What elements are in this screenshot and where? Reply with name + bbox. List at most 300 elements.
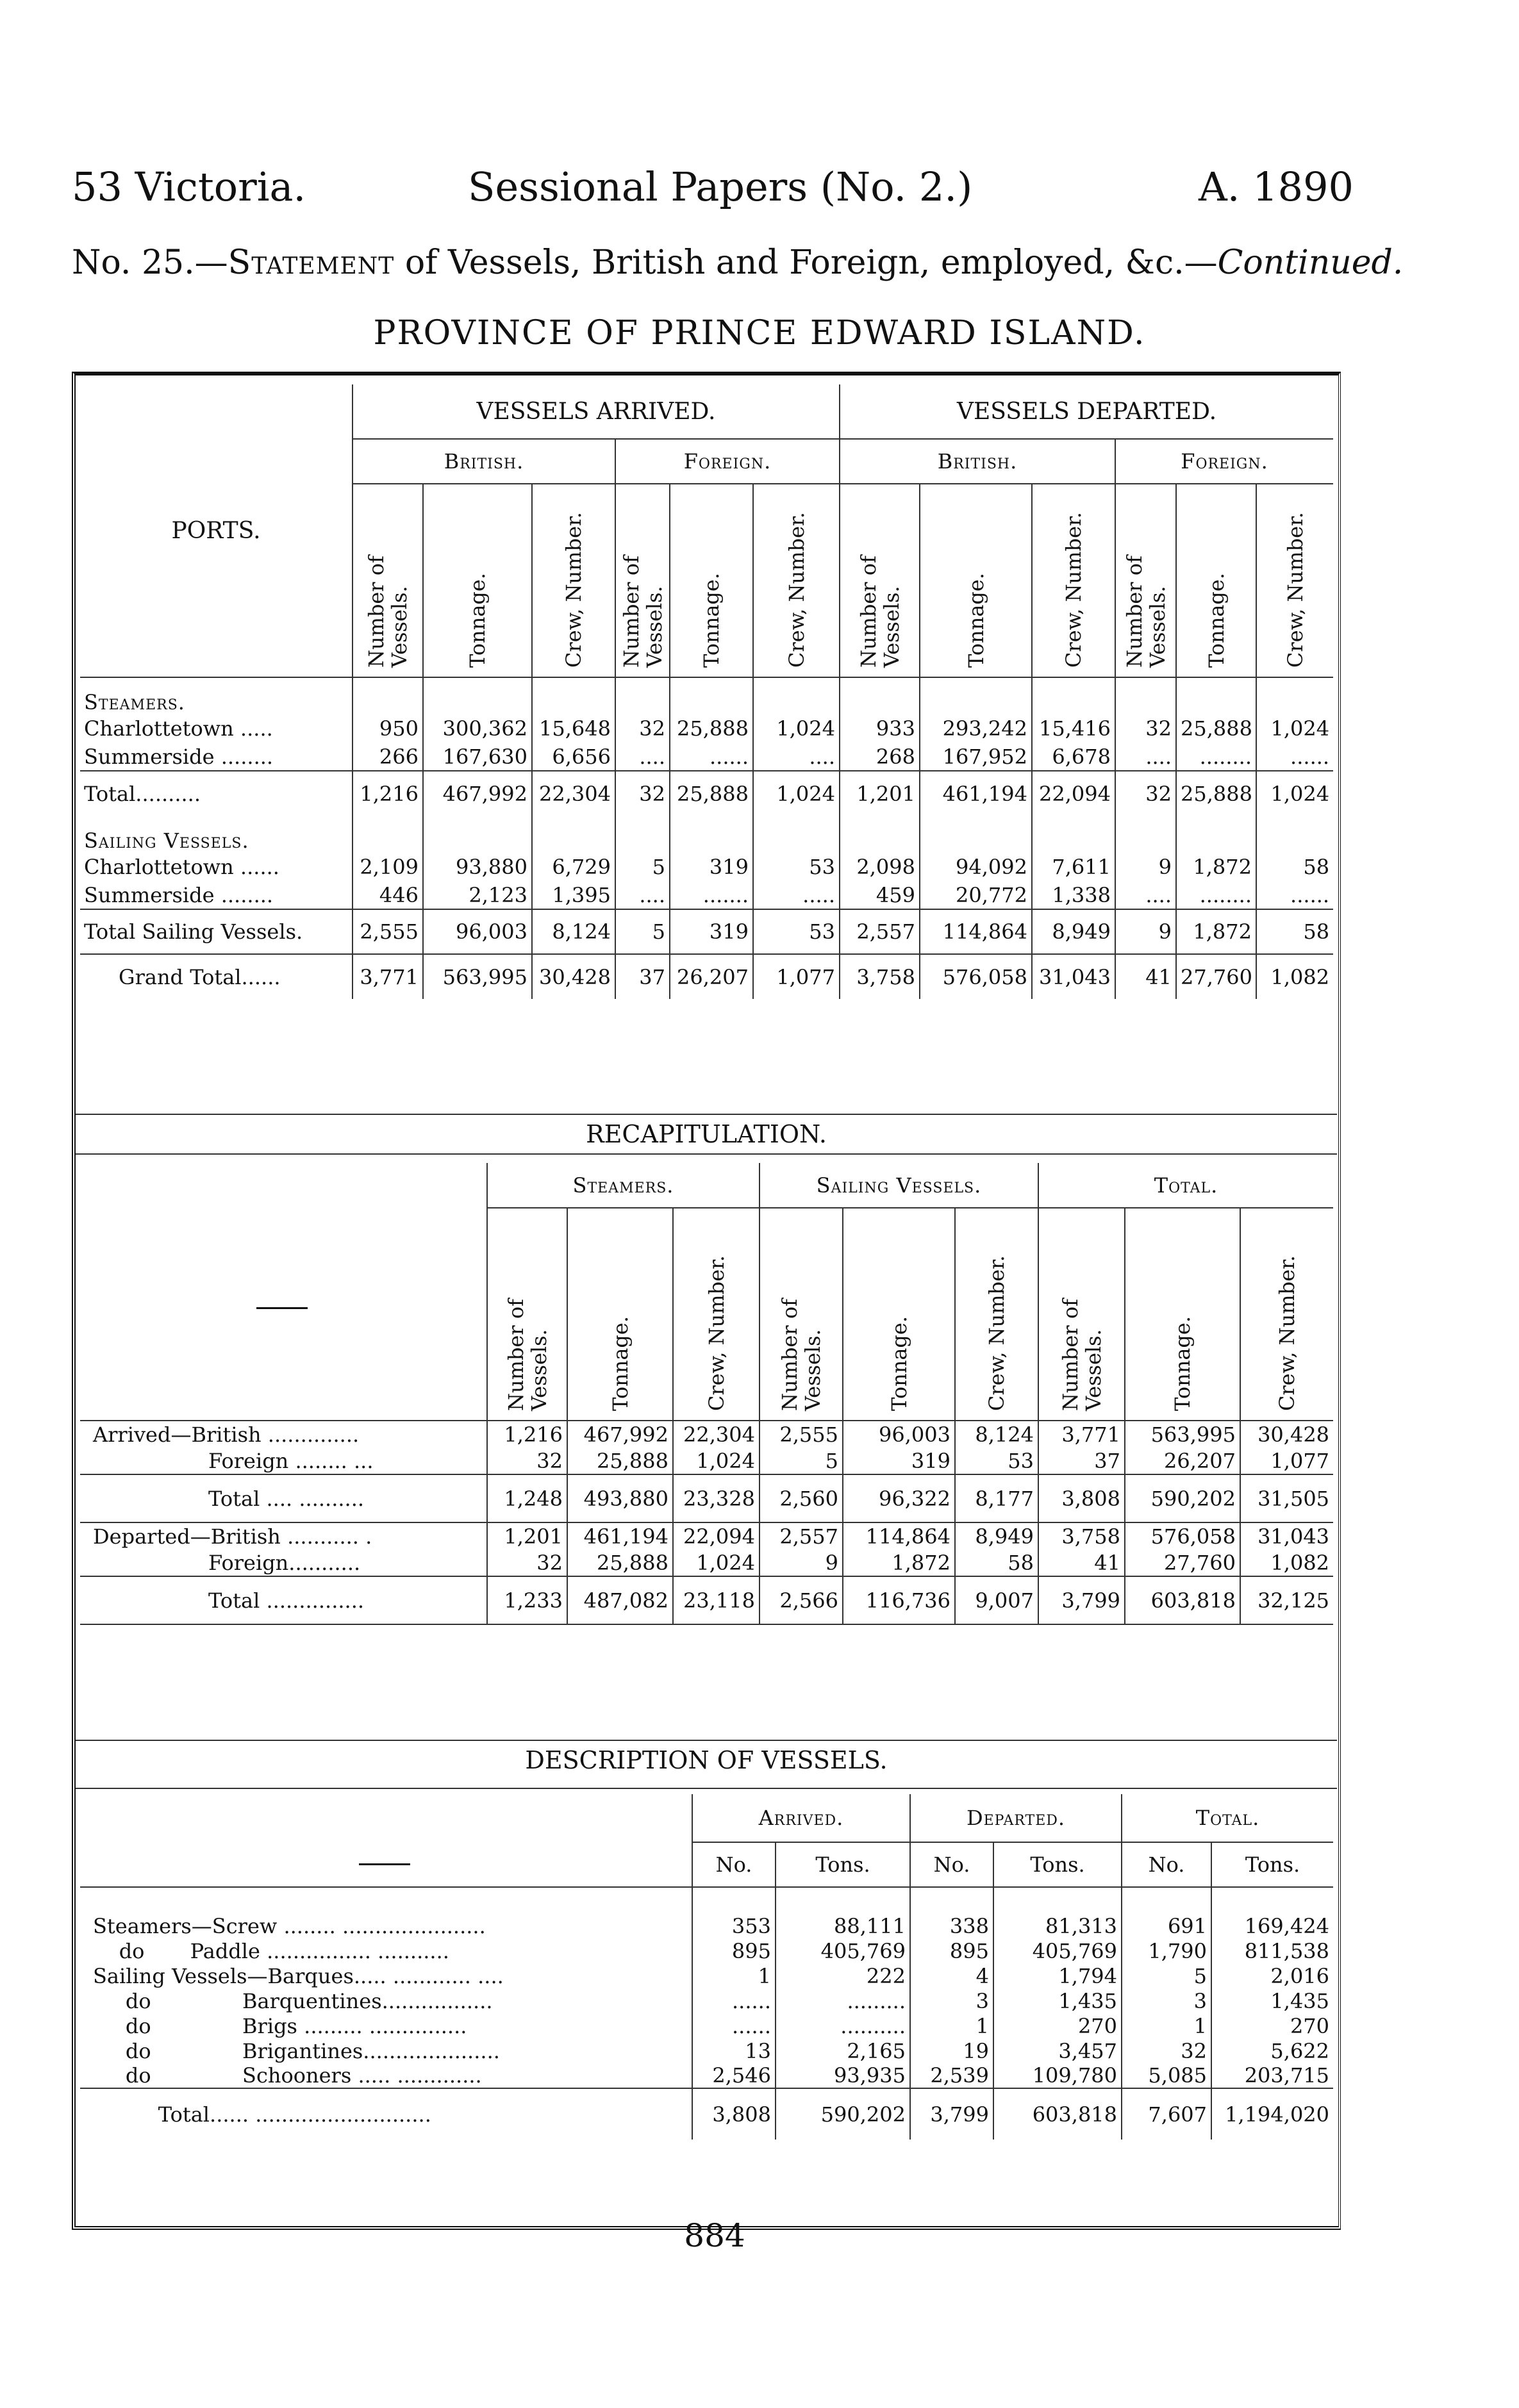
table-cell: 32 <box>1115 714 1176 743</box>
recap-col-2-vessels-header: Number of Vessels. <box>760 1208 843 1421</box>
table-cell: 1,077 <box>753 954 840 999</box>
table-cell: 590,202 <box>1125 1474 1240 1522</box>
table-cell: 8,949 <box>1032 909 1115 954</box>
table-cell: 32 <box>487 1447 567 1474</box>
table-cell: 1,872 <box>843 1549 955 1576</box>
table-cell: 576,058 <box>1125 1522 1240 1549</box>
table-cell: 1,794 <box>993 1963 1122 1988</box>
table-cell: 2,555 <box>353 909 423 954</box>
table-cell: 109,780 <box>993 2063 1122 2088</box>
table-cell <box>615 816 670 853</box>
table-cell: 293,242 <box>920 714 1032 743</box>
table-cell: 3 <box>910 1988 993 2013</box>
table-cell: 93,935 <box>776 2063 910 2088</box>
table-cell: 300,362 <box>423 714 532 743</box>
table-cell: 1,216 <box>487 1421 567 1447</box>
table-cell: 2,098 <box>840 853 920 881</box>
table-cell: 2,123 <box>423 881 532 909</box>
table-row <box>80 2088 1333 2140</box>
table-cell: 6,656 <box>532 743 615 771</box>
table-row <box>80 954 1333 999</box>
table-cell: 41 <box>1115 954 1176 999</box>
table-cell: 950 <box>353 714 423 743</box>
table-cell: 270 <box>1290 2013 1330 2038</box>
table-cell: 19 <box>910 2038 993 2063</box>
table-row <box>80 1988 1333 2013</box>
main-col-2-vessels-header: Number of Vessels. <box>615 484 670 677</box>
table-cell: 3,799 <box>1038 1576 1125 1624</box>
table-cell: 3,758 <box>1038 1522 1125 1549</box>
table-cell: 3,808 <box>1038 1474 1125 1522</box>
table-cell: 1,201 <box>487 1522 567 1549</box>
recap-col-3-crew-header: Crew, Number. <box>1275 1255 1300 1411</box>
table-cell: 603,818 <box>993 2088 1122 2140</box>
table-cell <box>670 816 753 853</box>
table-cell: 13 <box>692 2038 776 2063</box>
row-label: Steamers. <box>80 677 353 714</box>
row-label: do Brigs ......... ............... <box>80 2013 692 2038</box>
desc-total-tons: Tons. <box>1245 1852 1300 1877</box>
table-cell: 222 <box>776 1963 910 1988</box>
main-col-4-crew-header: Crew, Number. <box>1282 512 1307 668</box>
table-cell: 1 <box>910 2013 993 2038</box>
table-cell: 6,729 <box>532 853 615 881</box>
row-label: Foreign ........ ... <box>80 1447 487 1474</box>
row-label: Arrived—British .............. <box>80 1421 487 1447</box>
table-cell <box>1176 677 1256 714</box>
table-cell: 9,007 <box>955 1576 1038 1624</box>
table-row <box>80 816 1333 853</box>
recap-col-3-tonnage-header: Tonnage. <box>1125 1208 1240 1421</box>
table-cell <box>423 677 532 714</box>
table-cell: 895 <box>910 1938 993 1963</box>
table-cell: 15,416 <box>1032 714 1115 743</box>
table-cell: 3,758 <box>840 954 920 999</box>
table-cell: 32,125 <box>1240 1576 1333 1624</box>
table-cell: 31,505 <box>1240 1474 1333 1522</box>
row-label: Total Sailing Vessels. <box>80 909 353 954</box>
table-cell: 319 <box>670 909 753 954</box>
table-cell: 4 <box>910 1963 993 1988</box>
row-label: do Paddle ................ ........... <box>80 1938 692 1963</box>
header-right: A. 1890 <box>1199 163 1354 210</box>
table-cell: 25,888 <box>567 1447 673 1474</box>
table-cell <box>753 816 840 853</box>
row-label: Sailing Vessels—Barques..... ............ .... <box>80 1963 692 1988</box>
table-row <box>80 853 1333 881</box>
table-cell: 93,880 <box>423 853 532 881</box>
table-cell: ...... <box>670 743 753 771</box>
table-cell: 1 <box>1122 2013 1211 2038</box>
table-cell: 319 <box>670 853 753 881</box>
statement-subtitle: No. 25.—Statement of Vessels, British and Foreign, employed, &c.—Continued. <box>72 243 1404 282</box>
table-cell: 23,118 <box>673 1576 760 1624</box>
table-row <box>80 1421 1333 1447</box>
table-row <box>80 1887 1333 1938</box>
table-cell: 32 <box>1115 771 1176 816</box>
table-cell: 2,016 <box>1270 1963 1330 1988</box>
table-cell <box>1256 816 1333 853</box>
table-cell: .... <box>1115 881 1176 909</box>
table-cell: 58 <box>955 1549 1038 1576</box>
table-cell: 30,428 <box>1258 1422 1330 1447</box>
table-cell: 25,888 <box>670 771 753 816</box>
table-cell: 22,304 <box>673 1421 760 1447</box>
table-cell: 53 <box>753 909 840 954</box>
table-cell: 1,024 <box>753 714 840 743</box>
table-cell: 2,560 <box>760 1474 843 1522</box>
table-row <box>80 909 1333 954</box>
table-row <box>80 2063 1333 2088</box>
row-label: Grand Total...... <box>80 954 353 999</box>
arrived-british-header: British. <box>353 439 615 484</box>
table-cell <box>753 677 840 714</box>
row-label: Charlottetown ...... <box>80 853 353 881</box>
table-cell: 1,024 <box>1270 716 1330 741</box>
desc-arrived-tons: Tons. <box>776 1842 910 1887</box>
recap-total-header: Total. <box>1038 1163 1333 1208</box>
row-label: Sailing Vessels. <box>80 816 353 853</box>
table-cell: ......... <box>776 1988 910 2013</box>
table-cell: .......... <box>776 2013 910 2038</box>
table-cell: 266 <box>353 743 423 771</box>
table-row <box>80 1474 1333 1522</box>
table-cell: 603,818 <box>1125 1576 1240 1624</box>
table-cell: 7,607 <box>1122 2088 1211 2140</box>
table-cell: 895 <box>692 1938 776 1963</box>
table-cell: 487,082 <box>567 1576 673 1624</box>
vessels-table <box>80 384 1333 999</box>
description-title: DESCRIPTION OF VESSELS. <box>525 1746 888 1774</box>
main-col-1-crew-header: Crew, Number. <box>532 484 615 677</box>
recapitulation-table <box>80 1163 1333 1625</box>
vessels-departed-header: VESSELS DEPARTED. <box>840 384 1333 439</box>
table-cell: 53 <box>955 1447 1038 1474</box>
header-center: Sessional Papers (No. 2.) <box>468 163 973 210</box>
table-cell: 1 <box>692 1963 776 1988</box>
table-cell: 933 <box>840 714 920 743</box>
table-cell: 8,177 <box>955 1474 1038 1522</box>
table-cell <box>1032 816 1115 853</box>
table-cell <box>615 677 670 714</box>
table-cell: 1,435 <box>1270 1988 1330 2013</box>
table-cell: 270 <box>993 2013 1122 2038</box>
recap-col-2-tonnage-header: Tonnage. <box>843 1208 955 1421</box>
row-label: Departed—British ........... . <box>80 1522 487 1549</box>
table-cell: 268 <box>840 743 920 771</box>
table-cell: 590,202 <box>776 2088 910 2140</box>
table-cell: 2,539 <box>910 2063 993 2088</box>
table-cell: 461,194 <box>920 771 1032 816</box>
table-cell: 5,622 <box>1270 2038 1330 2063</box>
table-cell: 25,888 <box>567 1549 673 1576</box>
table-cell: 3,457 <box>993 2038 1122 2063</box>
table-cell: 3,808 <box>692 2088 776 2140</box>
row-label: Total.......... <box>80 771 353 816</box>
table-cell: ...... <box>692 1988 776 2013</box>
main-col-3-tonnage-header: Tonnage. <box>920 484 1032 677</box>
table-cell: .... <box>753 743 840 771</box>
table-cell: 15,648 <box>532 714 615 743</box>
table-cell: 2,566 <box>760 1576 843 1624</box>
table-cell: 459 <box>840 881 920 909</box>
table-cell: 58 <box>1256 909 1333 954</box>
table-cell: ........ <box>1176 743 1256 771</box>
table-cell <box>920 816 1032 853</box>
table-cell: 203,715 <box>1244 2063 1330 2088</box>
vessels-arrived-header: VESSELS ARRIVED. <box>353 384 840 439</box>
table-row <box>80 714 1333 743</box>
table-cell: 32 <box>487 1549 567 1576</box>
table-cell: 30,428 <box>532 954 615 999</box>
table-cell <box>920 677 1032 714</box>
table-cell: 22,094 <box>673 1522 760 1549</box>
table-row <box>80 881 1333 909</box>
table-cell: 2,165 <box>776 2038 910 2063</box>
table-cell <box>1032 677 1115 714</box>
description-table <box>80 1794 1333 2140</box>
table-cell: 32 <box>1122 2038 1211 2063</box>
desc-departed-no: No. <box>910 1842 993 1887</box>
row-label: do Schooners ..... ............. <box>80 2063 692 2088</box>
table-cell: 25,888 <box>670 714 753 743</box>
table-cell: 691 <box>1122 1887 1211 1938</box>
table-cell: 1,024 <box>1256 771 1333 816</box>
table-cell: 26,207 <box>670 954 753 999</box>
province-title: PROVINCE OF PRINCE EDWARD ISLAND. <box>373 314 1146 352</box>
row-label: Foreign........... <box>80 1549 487 1576</box>
table-cell: 27,760 <box>1176 954 1256 999</box>
main-col-4-vessels-header: Number of Vessels. <box>1115 484 1176 677</box>
table-cell: 1,872 <box>1176 853 1256 881</box>
recap-col-1-crew-header: Crew, Number. <box>673 1208 760 1421</box>
ports-header: PORTS. <box>80 384 353 677</box>
header-left: 53 Victoria. <box>72 163 306 210</box>
table-cell: 1,233 <box>487 1576 567 1624</box>
table-cell: 3,771 <box>353 954 423 999</box>
table-cell: 1,435 <box>993 1988 1122 2013</box>
table-cell: 22,094 <box>1032 771 1115 816</box>
row-label: Total...... ........................... <box>80 2088 692 2140</box>
table-row <box>80 1938 1333 1963</box>
table-cell <box>670 677 753 714</box>
table-cell: 9 <box>1115 853 1176 881</box>
table-row <box>80 771 1333 816</box>
table-cell <box>353 677 423 714</box>
main-col-4-tonnage-header: Tonnage. <box>1176 484 1256 677</box>
table-cell: ..... <box>753 881 840 909</box>
table-cell: 3 <box>1122 1988 1211 2013</box>
table-cell: 353 <box>692 1887 776 1938</box>
table-cell: 1,216 <box>353 771 423 816</box>
table-cell: 169,424 <box>1244 1913 1330 1938</box>
table-cell: 405,769 <box>993 1938 1122 1963</box>
table-cell: 9 <box>760 1549 843 1576</box>
table-cell: 7,611 <box>1032 853 1115 881</box>
table-cell <box>840 677 920 714</box>
desc-departed-tons: Tons. <box>993 1842 1122 1887</box>
table-cell: 3,771 <box>1038 1421 1125 1447</box>
table-row <box>80 2038 1333 2063</box>
table-cell: 1,082 <box>1270 1550 1330 1575</box>
table-cell: 2,557 <box>760 1522 843 1549</box>
table-cell: 405,769 <box>776 1938 910 1963</box>
table-cell: 31,043 <box>1032 954 1115 999</box>
table-cell <box>532 816 615 853</box>
table-cell: 5 <box>615 909 670 954</box>
table-cell: ...... <box>1290 882 1330 907</box>
table-cell: 8,949 <box>955 1522 1038 1549</box>
table-cell: .... <box>1115 743 1176 771</box>
row-label: Summerside ........ <box>80 881 353 909</box>
table-cell: 116,736 <box>843 1576 955 1624</box>
main-col-2-tonnage-header: Tonnage. <box>670 484 753 677</box>
table-cell: 1,790 <box>1122 1938 1211 1963</box>
recapitulation-title: RECAPITULATION. <box>586 1120 827 1148</box>
table-cell: 1,082 <box>1256 954 1333 999</box>
table-cell <box>1115 677 1176 714</box>
table-cell <box>423 816 532 853</box>
table-cell: 96,003 <box>843 1421 955 1447</box>
table-cell: 25,888 <box>1176 771 1256 816</box>
table-cell: 114,864 <box>843 1522 955 1549</box>
table-cell: ........ <box>1176 881 1256 909</box>
table-cell: 96,003 <box>423 909 532 954</box>
row-label: Charlottetown ..... <box>80 714 353 743</box>
departed-foreign-header: Foreign. <box>1115 439 1333 484</box>
table-cell: 1,338 <box>1032 881 1115 909</box>
table-cell: 2,555 <box>760 1421 843 1447</box>
recap-col-1-tonnage-header: Tonnage. <box>567 1208 673 1421</box>
table-cell: 37 <box>615 954 670 999</box>
table-cell: 5,085 <box>1122 2063 1211 2088</box>
main-col-3-vessels-header: Number of Vessels. <box>840 484 920 677</box>
row-label: Total .... .......... <box>80 1474 487 1522</box>
table-cell: 5 <box>1122 1963 1211 1988</box>
table-cell: 8,124 <box>955 1421 1038 1447</box>
table-cell: 319 <box>843 1447 955 1474</box>
table-cell: 1,024 <box>753 771 840 816</box>
table-cell: 1,194,020 <box>1211 2088 1333 2140</box>
arrived-foreign-header: Foreign. <box>615 439 840 484</box>
desc-departed-header: Departed. <box>910 1794 1122 1842</box>
table-cell: 37 <box>1038 1447 1125 1474</box>
table-cell: 467,992 <box>567 1421 673 1447</box>
table-cell: 114,864 <box>920 909 1032 954</box>
table-cell: ...... <box>692 2013 776 2038</box>
table-cell: 94,092 <box>920 853 1032 881</box>
table-cell: 2,557 <box>840 909 920 954</box>
table-cell: 576,058 <box>920 954 1032 999</box>
table-cell: 5 <box>615 853 670 881</box>
table-cell: 8,124 <box>532 909 615 954</box>
table-cell: 338 <box>910 1887 993 1938</box>
table-cell: 563,995 <box>423 954 532 999</box>
table-cell: ....... <box>670 881 753 909</box>
main-col-2-crew-header: Crew, Number. <box>753 484 840 677</box>
desc-arrived-header: Arrived. <box>692 1794 910 1842</box>
row-label: Summerside ........ <box>80 743 353 771</box>
table-cell: 563,995 <box>1125 1421 1240 1447</box>
table-cell: 32 <box>615 771 670 816</box>
table-cell: 25,888 <box>1176 714 1256 743</box>
table-cell: 96,322 <box>843 1474 955 1522</box>
table-cell: 31,043 <box>1258 1524 1330 1549</box>
table-cell: 88,111 <box>776 1887 910 1938</box>
table-cell: 20,772 <box>920 881 1032 909</box>
table-cell <box>532 677 615 714</box>
table-cell: 5 <box>760 1447 843 1474</box>
table-cell: 493,880 <box>567 1474 673 1522</box>
main-col-1-tonnage-header: Tonnage. <box>423 484 532 677</box>
table-cell: 53 <box>753 853 840 881</box>
desc-total-no: No. <box>1122 1842 1211 1887</box>
table-cell: 467,992 <box>423 771 532 816</box>
table-cell: 2,546 <box>692 2063 776 2088</box>
table-cell: ...... <box>1290 744 1330 769</box>
table-cell: 6,678 <box>1032 743 1115 771</box>
table-row <box>80 743 1333 771</box>
table-row <box>80 1963 1333 1988</box>
table-cell: 27,760 <box>1125 1549 1240 1576</box>
main-col-3-crew-header: Crew, Number. <box>1032 484 1115 677</box>
table-cell: 1,077 <box>1270 1448 1330 1473</box>
table-cell <box>1115 816 1176 853</box>
table-cell: 1,201 <box>840 771 920 816</box>
recap-steamers-header: Steamers. <box>487 1163 760 1208</box>
table-cell: 1,872 <box>1176 909 1256 954</box>
desc-arrived-no: No. <box>692 1842 776 1887</box>
table-row <box>80 677 1333 714</box>
table-cell: 446 <box>353 881 423 909</box>
table-row <box>80 2013 1333 2038</box>
table-cell: 461,194 <box>567 1522 673 1549</box>
table-cell: .... <box>615 743 670 771</box>
table-cell: 167,630 <box>423 743 532 771</box>
table-cell <box>1256 677 1333 714</box>
main-col-1-vessels-header: Number of Vessels. <box>353 484 423 677</box>
row-label: do Barquentines................. <box>80 1988 692 2013</box>
table-cell <box>353 816 423 853</box>
departed-british-header: British. <box>840 439 1115 484</box>
table-cell <box>840 816 920 853</box>
recap-col-3-vessels-header: Number of Vessels. <box>1038 1208 1125 1421</box>
recap-col-1-vessels-header: Number of Vessels. <box>487 1208 567 1421</box>
table-cell: 3,799 <box>910 2088 993 2140</box>
table-cell: 58 <box>1303 855 1330 879</box>
table-row <box>80 1549 1333 1576</box>
table-cell: 81,313 <box>993 1887 1122 1938</box>
table-cell: 32 <box>615 714 670 743</box>
desc-total-header: Total. <box>1122 1794 1333 1842</box>
table-cell: 1,024 <box>673 1549 760 1576</box>
row-label: Steamers—Screw ........ ...................... <box>80 1887 692 1938</box>
table-row <box>80 1576 1333 1624</box>
table-cell <box>1176 816 1256 853</box>
recap-col-2-crew-header: Crew, Number. <box>955 1208 1038 1421</box>
table-cell: 22,304 <box>532 771 615 816</box>
row-label: Total ............... <box>80 1576 487 1624</box>
table-row <box>80 1522 1333 1549</box>
table-cell: 2,109 <box>353 853 423 881</box>
table-cell: 41 <box>1038 1549 1125 1576</box>
table-cell: 167,952 <box>920 743 1032 771</box>
table-cell: 1,024 <box>673 1447 760 1474</box>
table-cell: 9 <box>1115 909 1176 954</box>
row-label: do Brigantines..................... <box>80 2038 692 2063</box>
table-cell: 1,248 <box>487 1474 567 1522</box>
recap-sailing-header: Sailing Vessels. <box>760 1163 1038 1208</box>
